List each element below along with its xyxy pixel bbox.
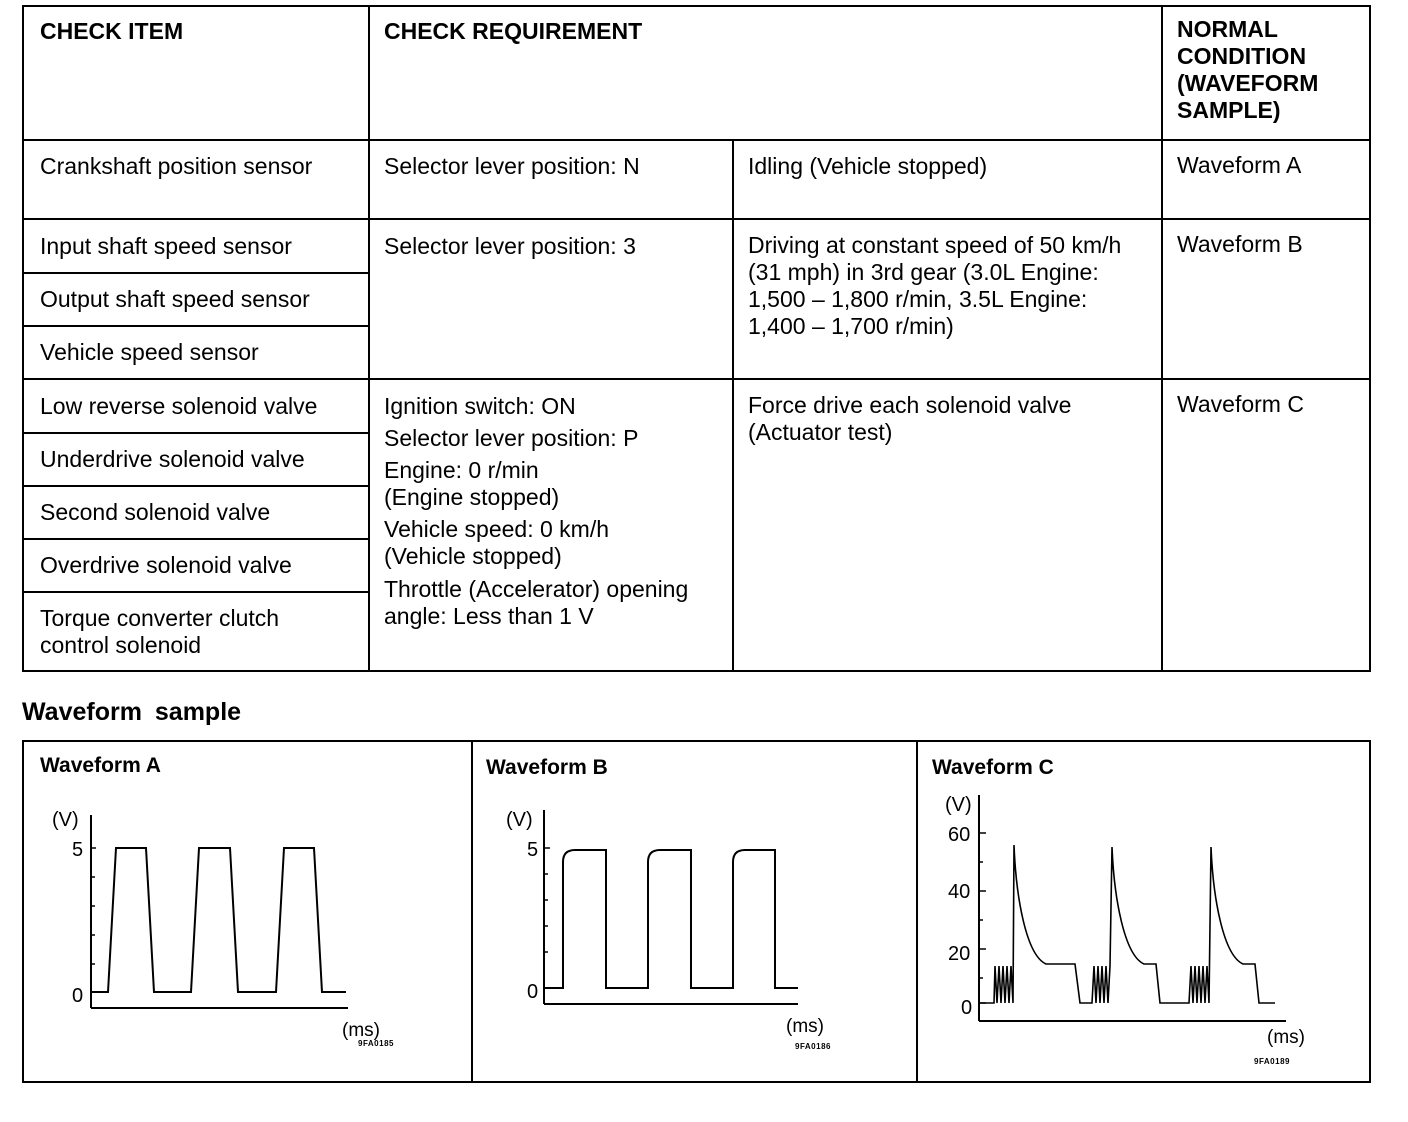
- waveform-a-chart: [30, 790, 420, 1050]
- table-rule: [22, 139, 1371, 141]
- table-col-rule: [368, 5, 370, 672]
- item-vehicle-speed-sensor: Vehicle speed sensor: [40, 339, 259, 365]
- waveform-c-trace: [979, 845, 1275, 1003]
- requirement-throttle-angle: Throttle (Accelerator) opening angle: Less than 1 V: [384, 576, 689, 629]
- requirement-engine-stopped: Engine: 0 r/min (Engine stopped): [384, 457, 560, 510]
- item-underdrive-solenoid-valve: Underdrive solenoid valve: [40, 446, 305, 472]
- waveform-sample-heading: Waveform sample: [22, 698, 242, 726]
- waveform-a-trace: [91, 848, 346, 992]
- panel-border-top: [22, 740, 1371, 742]
- waveform-a-y-tick-5: 5: [72, 839, 84, 861]
- waveform-c-y-tick-40: 40: [948, 881, 971, 903]
- panel-border-right: [1369, 740, 1371, 1083]
- panel-divider: [471, 740, 473, 1083]
- requirement-idling: Idling (Vehicle stopped): [748, 153, 988, 179]
- header-check-requirement: CHECK REQUIREMENT: [384, 18, 643, 44]
- table-border-left: [22, 5, 24, 672]
- waveform-b-y-tick-0: 0: [527, 981, 539, 1003]
- waveform-a-y-unit: (V): [52, 809, 79, 831]
- header-check-item: CHECK ITEM: [40, 18, 184, 44]
- waveform-b-y-unit: (V): [506, 809, 533, 831]
- table-border-right: [1369, 5, 1371, 672]
- waveform-c-title: Waveform C: [932, 756, 1054, 779]
- item-crankshaft-position-sensor: Crankshaft position sensor: [40, 153, 313, 179]
- requirement-driving-constant-speed: Driving at constant speed of 50 km/h (31 mph) in 3rd gear (3.0L Engine: 1,500 – 1,800 r/min, 3.5L Engine: 1,400 – 1,700 r/min): [748, 232, 1122, 339]
- normal-waveform-a: Waveform A: [1177, 152, 1302, 178]
- requirement-selector-3: Selector lever position: 3: [384, 233, 636, 259]
- normal-waveform-b: Waveform B: [1177, 231, 1303, 257]
- requirement-ignition-on: Ignition switch: ON: [384, 393, 576, 419]
- waveform-b-y-tick-5: 5: [527, 839, 539, 861]
- waveform-a-x-unit: (ms): [342, 1020, 380, 1041]
- table-col-rule: [732, 139, 734, 672]
- item-torque-converter-clutch-control-solenoid: Torque converter clutch control solenoid: [40, 605, 280, 658]
- table-col-rule: [1161, 5, 1163, 672]
- panel-border-left: [22, 740, 24, 1083]
- table-border-top: [22, 5, 1371, 7]
- table-rule: [22, 218, 1371, 220]
- item-output-shaft-speed-sensor: Output shaft speed sensor: [40, 286, 310, 312]
- table-rule: [22, 538, 369, 540]
- item-low-reverse-solenoid-valve: Low reverse solenoid valve: [40, 393, 318, 419]
- normal-waveform-c: Waveform C: [1177, 391, 1304, 417]
- item-second-solenoid-valve: Second solenoid valve: [40, 499, 271, 525]
- table-rule: [22, 591, 369, 593]
- item-input-shaft-speed-sensor: Input shaft speed sensor: [40, 233, 292, 259]
- table-rule: [22, 432, 369, 434]
- table-rule: [22, 272, 369, 274]
- waveform-c-y-unit: (V): [945, 794, 972, 816]
- table-rule: [22, 378, 1371, 380]
- waveform-c-y-tick-0: 0: [961, 997, 973, 1019]
- waveform-a-title: Waveform A: [40, 754, 161, 777]
- panel-border-bottom: [22, 1081, 1371, 1083]
- waveform-b-trace: [544, 850, 798, 988]
- waveform-a-y-tick-0: 0: [72, 985, 84, 1007]
- table-border-bottom: [22, 670, 1371, 672]
- waveform-b-chart: [480, 790, 880, 1050]
- waveform-b-title: Waveform B: [486, 756, 608, 779]
- waveform-c-code: 9FA0189: [1254, 1057, 1290, 1066]
- table-rule: [22, 325, 369, 327]
- waveform-b-x-unit: (ms): [786, 1016, 824, 1037]
- waveform-b-code: 9FA0186: [795, 1042, 831, 1051]
- waveform-c-x-unit: (ms): [1267, 1027, 1305, 1048]
- waveform-c-y-tick-60: 60: [948, 824, 971, 846]
- requirement-vehicle-stopped: Vehicle speed: 0 km/h (Vehicle stopped): [384, 516, 610, 569]
- waveform-a-code: 9FA0185: [358, 1039, 394, 1048]
- requirement-selector-n: Selector lever position: N: [384, 153, 640, 179]
- header-normal-condition: NORMAL CONDITION (WAVEFORM SAMPLE): [1177, 16, 1319, 123]
- waveform-c-y-tick-20: 20: [948, 943, 971, 965]
- requirement-force-drive: Force drive each solenoid valve (Actuator test): [748, 392, 1072, 445]
- table-rule: [22, 485, 369, 487]
- item-overdrive-solenoid-valve: Overdrive solenoid valve: [40, 552, 292, 578]
- panel-divider: [916, 740, 918, 1083]
- waveform-c-chart: [930, 785, 1350, 1055]
- requirement-selector-p: Selector lever position: P: [384, 425, 639, 451]
